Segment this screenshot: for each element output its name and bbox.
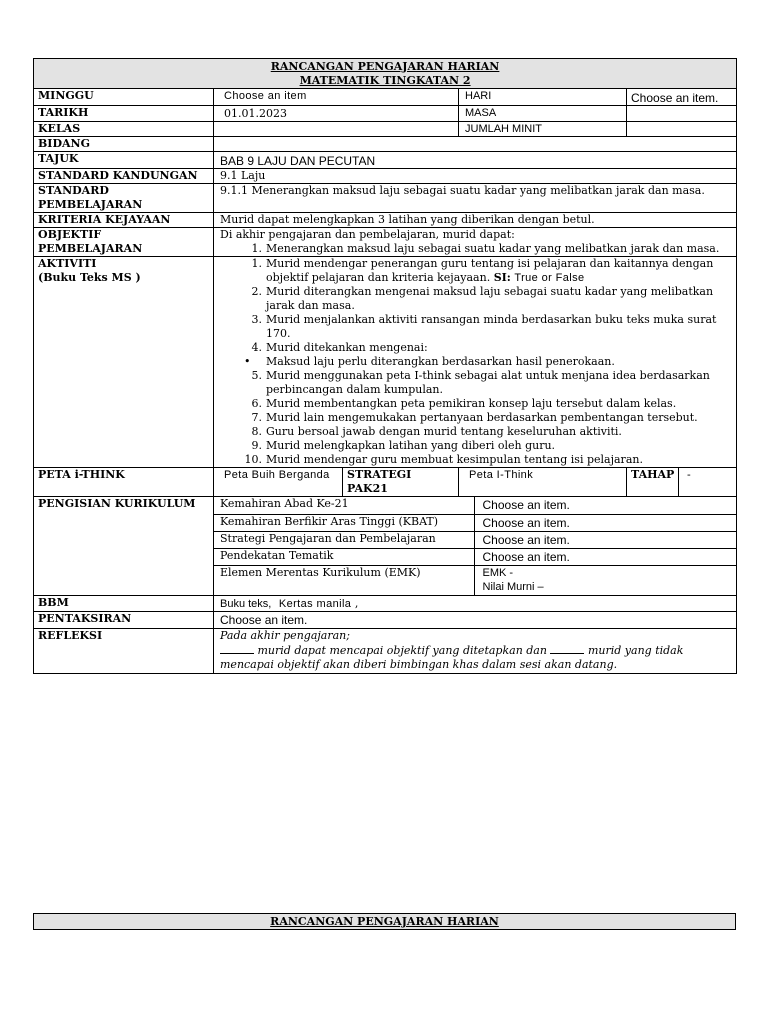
plan-header — [34, 59, 737, 89]
kriteria-kejayaan-label: KRITERIA KEJAYAAN — [34, 213, 214, 228]
pentaksiran-label: PENTAKSIRAN — [34, 612, 214, 629]
list-number: 8. — [251, 425, 262, 438]
tahap-label: TAHAP — [627, 468, 679, 497]
list-item — [214, 242, 732, 256]
list-number: 6. — [251, 397, 262, 410]
si-dropdown[interactable]: True or False — [514, 272, 585, 284]
refleksi-cell — [214, 629, 737, 674]
list-number: 1. — [251, 242, 262, 255]
pengisian-label: PENGISIAN KURIKULUM — [34, 497, 214, 596]
pengisian-table — [214, 497, 736, 595]
si-label: SI: — [493, 271, 511, 284]
list-item — [214, 341, 724, 355]
pentaksiran-dropdown[interactable]: Choose an item. — [214, 612, 737, 629]
peta-label: PETA i-THINK — [34, 468, 214, 497]
list-text: Murid lain mengemukakan pertanyaan berdasarkan pembentangan tersebut. — [266, 411, 698, 424]
objektif-label: OBJEKTIF PEMBELAJARAN — [34, 228, 214, 257]
standard-pembelajaran-label: STANDARD PEMBELAJARAN — [34, 184, 214, 213]
masa-field[interactable] — [627, 106, 737, 122]
list-item — [214, 257, 724, 285]
hari-label: HARI — [459, 89, 627, 106]
list-text: Murid menjalankan aktiviti ransangan minda berdasarkan buku teks muka surat 170. — [266, 313, 717, 340]
list-item — [214, 411, 724, 425]
list-item — [214, 439, 724, 453]
bbm-prefix: Buku teks, — [220, 598, 272, 610]
jumlah-minit-field[interactable] — [627, 122, 737, 137]
kelas-label: KELAS — [34, 122, 214, 137]
list-text: Murid mendengar penerangan guru tentang isi pelajaran dan kaitannya dengan objektif pelajaran dan kriteria kejayaan. — [266, 257, 714, 284]
masa-label: MASA — [459, 106, 627, 122]
emk-value[interactable]: EMK - — [482, 566, 514, 579]
tarikh-field[interactable]: 01.01.2023 — [214, 106, 459, 122]
list-number: 5. — [251, 369, 262, 382]
list-item — [214, 313, 724, 341]
bullet: • — [244, 355, 251, 368]
refleksi-text-a: murid dapat mencapai objektif yang ditetapkan dan — [257, 644, 547, 657]
minggu-dropdown[interactable]: Choose an item — [214, 89, 459, 106]
emk-cell — [474, 565, 736, 595]
bbm-cell — [214, 596, 737, 612]
strategi-dropdown[interactable]: Peta I-Think — [459, 468, 627, 497]
tarikh-label: TARIKH — [34, 106, 214, 122]
list-text: Murid membentangkan peta pemikiran konsep laju tersebut dalam kelas. — [266, 397, 677, 410]
aktiviti-label: AKTIVITI — [38, 257, 97, 270]
aktiviti-label-cell — [34, 257, 214, 468]
list-text: Murid mendengar guru membuat kesimpulan tentang isi pelajaran. — [266, 453, 643, 466]
refleksi-text — [220, 643, 732, 672]
pengisian-row-name: Kemahiran Abad Ke-21 — [214, 497, 474, 514]
list-text: Murid menggunakan peta I-think sebagai alat untuk menjana idea berdasarkan perbincangan dalam kumpulan. — [266, 369, 710, 396]
pengisian-row-name: Kemahiran Berfikir Aras Tinggi (KBAT) — [214, 514, 474, 531]
aktiviti-cell — [214, 257, 737, 468]
pengisian-row-name: Pendekatan Tematik — [214, 548, 474, 565]
standard-kandungan-label: STANDARD KANDUNGAN — [34, 169, 214, 184]
objektif-cell — [214, 228, 737, 257]
pengisian-dropdown[interactable]: Choose an item. — [474, 497, 736, 514]
list-text: Murid diterangkan mengenai maksud laju sebagai suatu kadar yang melibatkan jarak dan masa. — [266, 285, 714, 312]
list-number: 10. — [244, 453, 262, 466]
plan-title: RANCANGAN PENGAJARAN HARIAN — [270, 59, 500, 73]
lesson-plan-table — [33, 58, 737, 674]
list-number: 3. — [251, 313, 262, 326]
bbm-suffix: , — [354, 597, 359, 610]
bidang-label: BIDANG — [34, 137, 214, 152]
list-text: Maksud laju perlu diterangkan berdasarkan hasil penerokaan. — [266, 355, 615, 368]
jumlah-minit-label: JUMLAH MINIT — [459, 122, 627, 137]
tajuk-label: TAJUK — [34, 152, 214, 169]
hari-dropdown[interactable]: Choose an item. — [627, 89, 737, 106]
strategi-label: STRATEGI PAK21 — [343, 468, 459, 497]
list-item — [214, 397, 724, 411]
plan-subject: MATEMATIK TINGKATAN 2 — [299, 73, 471, 87]
bidang-field[interactable] — [214, 137, 737, 152]
peta-dropdown[interactable]: Peta Buih Berganda — [214, 468, 343, 497]
minggu-label: MINGGU — [34, 89, 214, 106]
pengisian-dropdown[interactable]: Choose an item. — [474, 514, 736, 531]
standard-pembelajaran-value: 9.1.1 Menerangkan maksud laju sebagai suatu kadar yang melibatkan jarak dan masa. — [214, 184, 737, 213]
list-text: Menerangkan maksud laju sebagai suatu kadar yang melibatkan jarak dan masa. — [266, 242, 720, 255]
kelas-field[interactable] — [214, 122, 459, 137]
kriteria-kejayaan-value: Murid dapat melengkapkan 3 latihan yang diberikan dengan betul. — [214, 213, 737, 228]
tahap-value: - — [679, 468, 737, 497]
list-number: 2. — [251, 285, 262, 298]
aktiviti-sublabel: (Buku Teks MS ) — [38, 271, 141, 284]
nilai-murni-value[interactable]: Nilai Murni – — [482, 580, 544, 593]
list-number: 1. — [251, 257, 262, 270]
list-item — [214, 369, 724, 397]
refleksi-text-b: murid yang tidak mencapai objektif akan diberi bimbingan khas dalam sesi akan datang. — [220, 644, 684, 671]
tajuk-value: BAB 9 LAJU DAN PECUTAN — [214, 152, 737, 169]
list-item — [214, 453, 724, 467]
refleksi-blank[interactable] — [550, 643, 584, 654]
bbm-dropdown[interactable]: Kertas manila — [278, 598, 352, 610]
refleksi-blank[interactable] — [220, 643, 254, 654]
standard-kandungan-value: 9.1 Laju — [214, 169, 737, 184]
list-number: 7. — [251, 411, 262, 424]
next-plan-header: RANCANGAN PENGAJARAN HARIAN — [33, 913, 736, 930]
list-text: Murid melengkapkan latihan yang diberi oleh guru. — [266, 439, 556, 452]
pengisian-row-name: Strategi Pengajaran dan Pembelajaran — [214, 531, 474, 548]
objektif-intro: Di akhir pengajaran dan pembelajaran, murid dapat: — [220, 228, 515, 241]
refleksi-intro: Pada akhir pengajaran; — [220, 629, 350, 642]
list-item — [214, 425, 724, 439]
refleksi-label: REFLEKSI — [34, 629, 214, 674]
list-number: 9. — [251, 439, 262, 452]
list-text: Murid ditekankan mengenai: — [266, 341, 428, 354]
list-text: Guru bersoal jawab dengan murid tentang keseluruhan aktiviti. — [266, 425, 622, 438]
pengisian-dropdown[interactable]: Choose an item. — [474, 548, 736, 565]
pengisian-dropdown[interactable]: Choose an item. — [474, 531, 736, 548]
list-item — [214, 355, 724, 369]
bbm-label: BBM — [34, 596, 214, 612]
list-number: 4. — [251, 341, 262, 354]
pengisian-cell — [214, 497, 737, 596]
list-item — [214, 285, 724, 313]
emk-name: Elemen Merentas Kurikulum (EMK) — [214, 565, 474, 595]
